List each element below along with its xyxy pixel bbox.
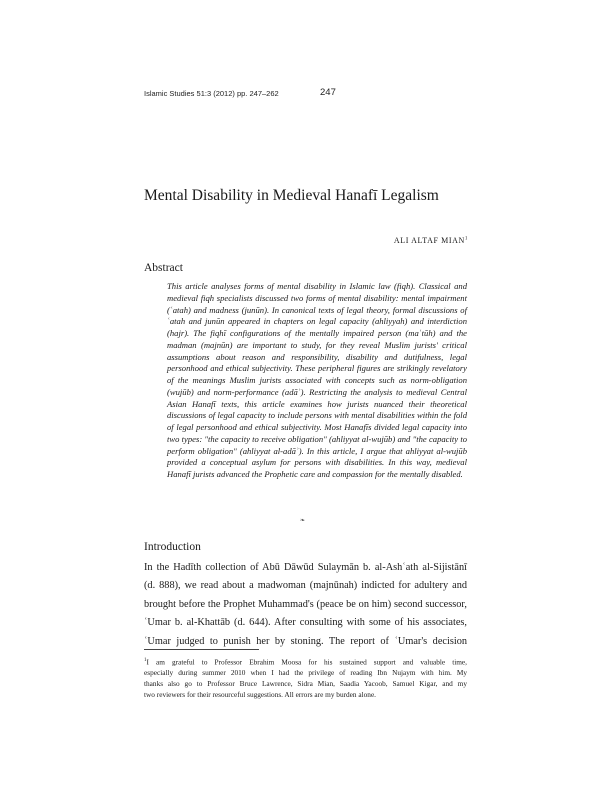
footnote-line: thanks also go to Professor Bruce Lawrence, Sidra Mian, Saadia Yacoob, Samuel Kigar, and my bbox=[144, 679, 467, 689]
article-title: Mental Disability in Medieval Hanafī Legalism bbox=[144, 187, 439, 204]
abstract-line: of the meanings Muslim jurists associated with concepts such as norm-obligation bbox=[167, 375, 467, 385]
abstract-line: (wujūb) and norm-performance (adāʾ). Restricting the analysis to medieval Central bbox=[167, 386, 467, 397]
abstract-line: Asian Hanafī texts, this article examines how jurists nuanced their theoretical bbox=[167, 398, 467, 409]
author-name: ALI ALTAF MIAN bbox=[393, 236, 465, 245]
author-footnote-mark: 1 bbox=[464, 236, 468, 242]
abstract-line: madman (majnūn) are important to study, for they reveal Muslim jurists' critical bbox=[167, 339, 467, 350]
abstract-line: Hanafī jurists advanced the Prophetic care and compassion for the mentally disabled. bbox=[167, 469, 463, 479]
abstract-line: ʿatah and junūn appeared in chapters on legal capacity (ahliyyah) and interdiction bbox=[167, 316, 467, 327]
abstract-line: This article analyses forms of mental disability in Islamic law (fiqh). Classical and bbox=[167, 281, 467, 291]
abstract-line: two types: "the capacity to receive obligation" (ahliyyat al-wujūb) and "the capacity to bbox=[167, 433, 467, 444]
introduction-body bbox=[144, 559, 467, 651]
introduction-line: ʿUmar b. al-Khattāb (d. 644). After consulting with some of his associates, bbox=[144, 617, 467, 629]
abstract-line: personhood and ethical subjectivity. These peripheral figures are strikingly revelatory bbox=[167, 363, 467, 374]
abstract-line: provided a conceptual asylum for persons with disabilities. In this way, medieval bbox=[167, 457, 467, 468]
footnote-line: two reviewers for their resourceful suggestions. All errors are my burden alone. bbox=[144, 689, 377, 699]
introduction-line: brought before the Prophet Muhammad's (peace be on him) second successor, bbox=[144, 598, 467, 610]
abstract-line: medieval fiqh specialists discussed two forms of mental disability: mental impairment bbox=[167, 292, 467, 303]
abstract-line: assumptions about reason and responsibility, disability and dutifulness, legal bbox=[167, 351, 467, 362]
footnote-number: 1 bbox=[144, 658, 147, 663]
introduction-line: In the Hadīth collection of Abū Dāwūd Sulaymān b. al-Ashʿath al-Sijistānī bbox=[144, 562, 467, 573]
footnote-line: especially during summer 2010 when I had the privilege of reading Ibn Nujaym with him. My bbox=[144, 668, 467, 678]
introduction-line: ʿUmar judged to punish her by stoning. The report of ʿUmar's decision bbox=[144, 635, 467, 647]
abstract-line: of legal personhood and ethical subjectivity. Most Hanafīs divided legal capacity into bbox=[167, 422, 467, 432]
footnote-rule bbox=[144, 649, 259, 650]
abstract-heading: Abstract bbox=[144, 262, 183, 274]
abstract-line: (ʿatah) and madness (junūn). In canonical texts of legal theory, formal discussions of bbox=[167, 304, 467, 315]
page-number: 247 bbox=[320, 87, 336, 98]
footnote-line: $^1$I am grateful to Professor Ebrahim Moosa for his sustained support and valuable time, bbox=[144, 657, 467, 667]
running-header-journal: Islamic Studies 51:3 (2012) pp. 247–262 bbox=[144, 89, 279, 98]
section-ornament: ❧ bbox=[300, 518, 306, 524]
author-byline bbox=[394, 236, 468, 245]
abstract-body bbox=[167, 281, 467, 481]
introduction-heading: Introduction bbox=[144, 541, 201, 553]
introduction-line: (d. 888), we read about a madwoman (majnūnah) indicted for adultery and bbox=[144, 580, 467, 592]
abstract-line: discussions of legal capacity to include persons with mental disabilities within the fold bbox=[167, 410, 467, 421]
abstract-line: perform obligation" (ahliyyat al-adāʾ). In this article, I argue that ahliyyat al-wujūb bbox=[167, 445, 467, 456]
footnote bbox=[144, 656, 467, 701]
abstract-line: (hajr). The fiqhī configurations of the mentally impaired person (maʿtūh) and the bbox=[167, 328, 467, 338]
